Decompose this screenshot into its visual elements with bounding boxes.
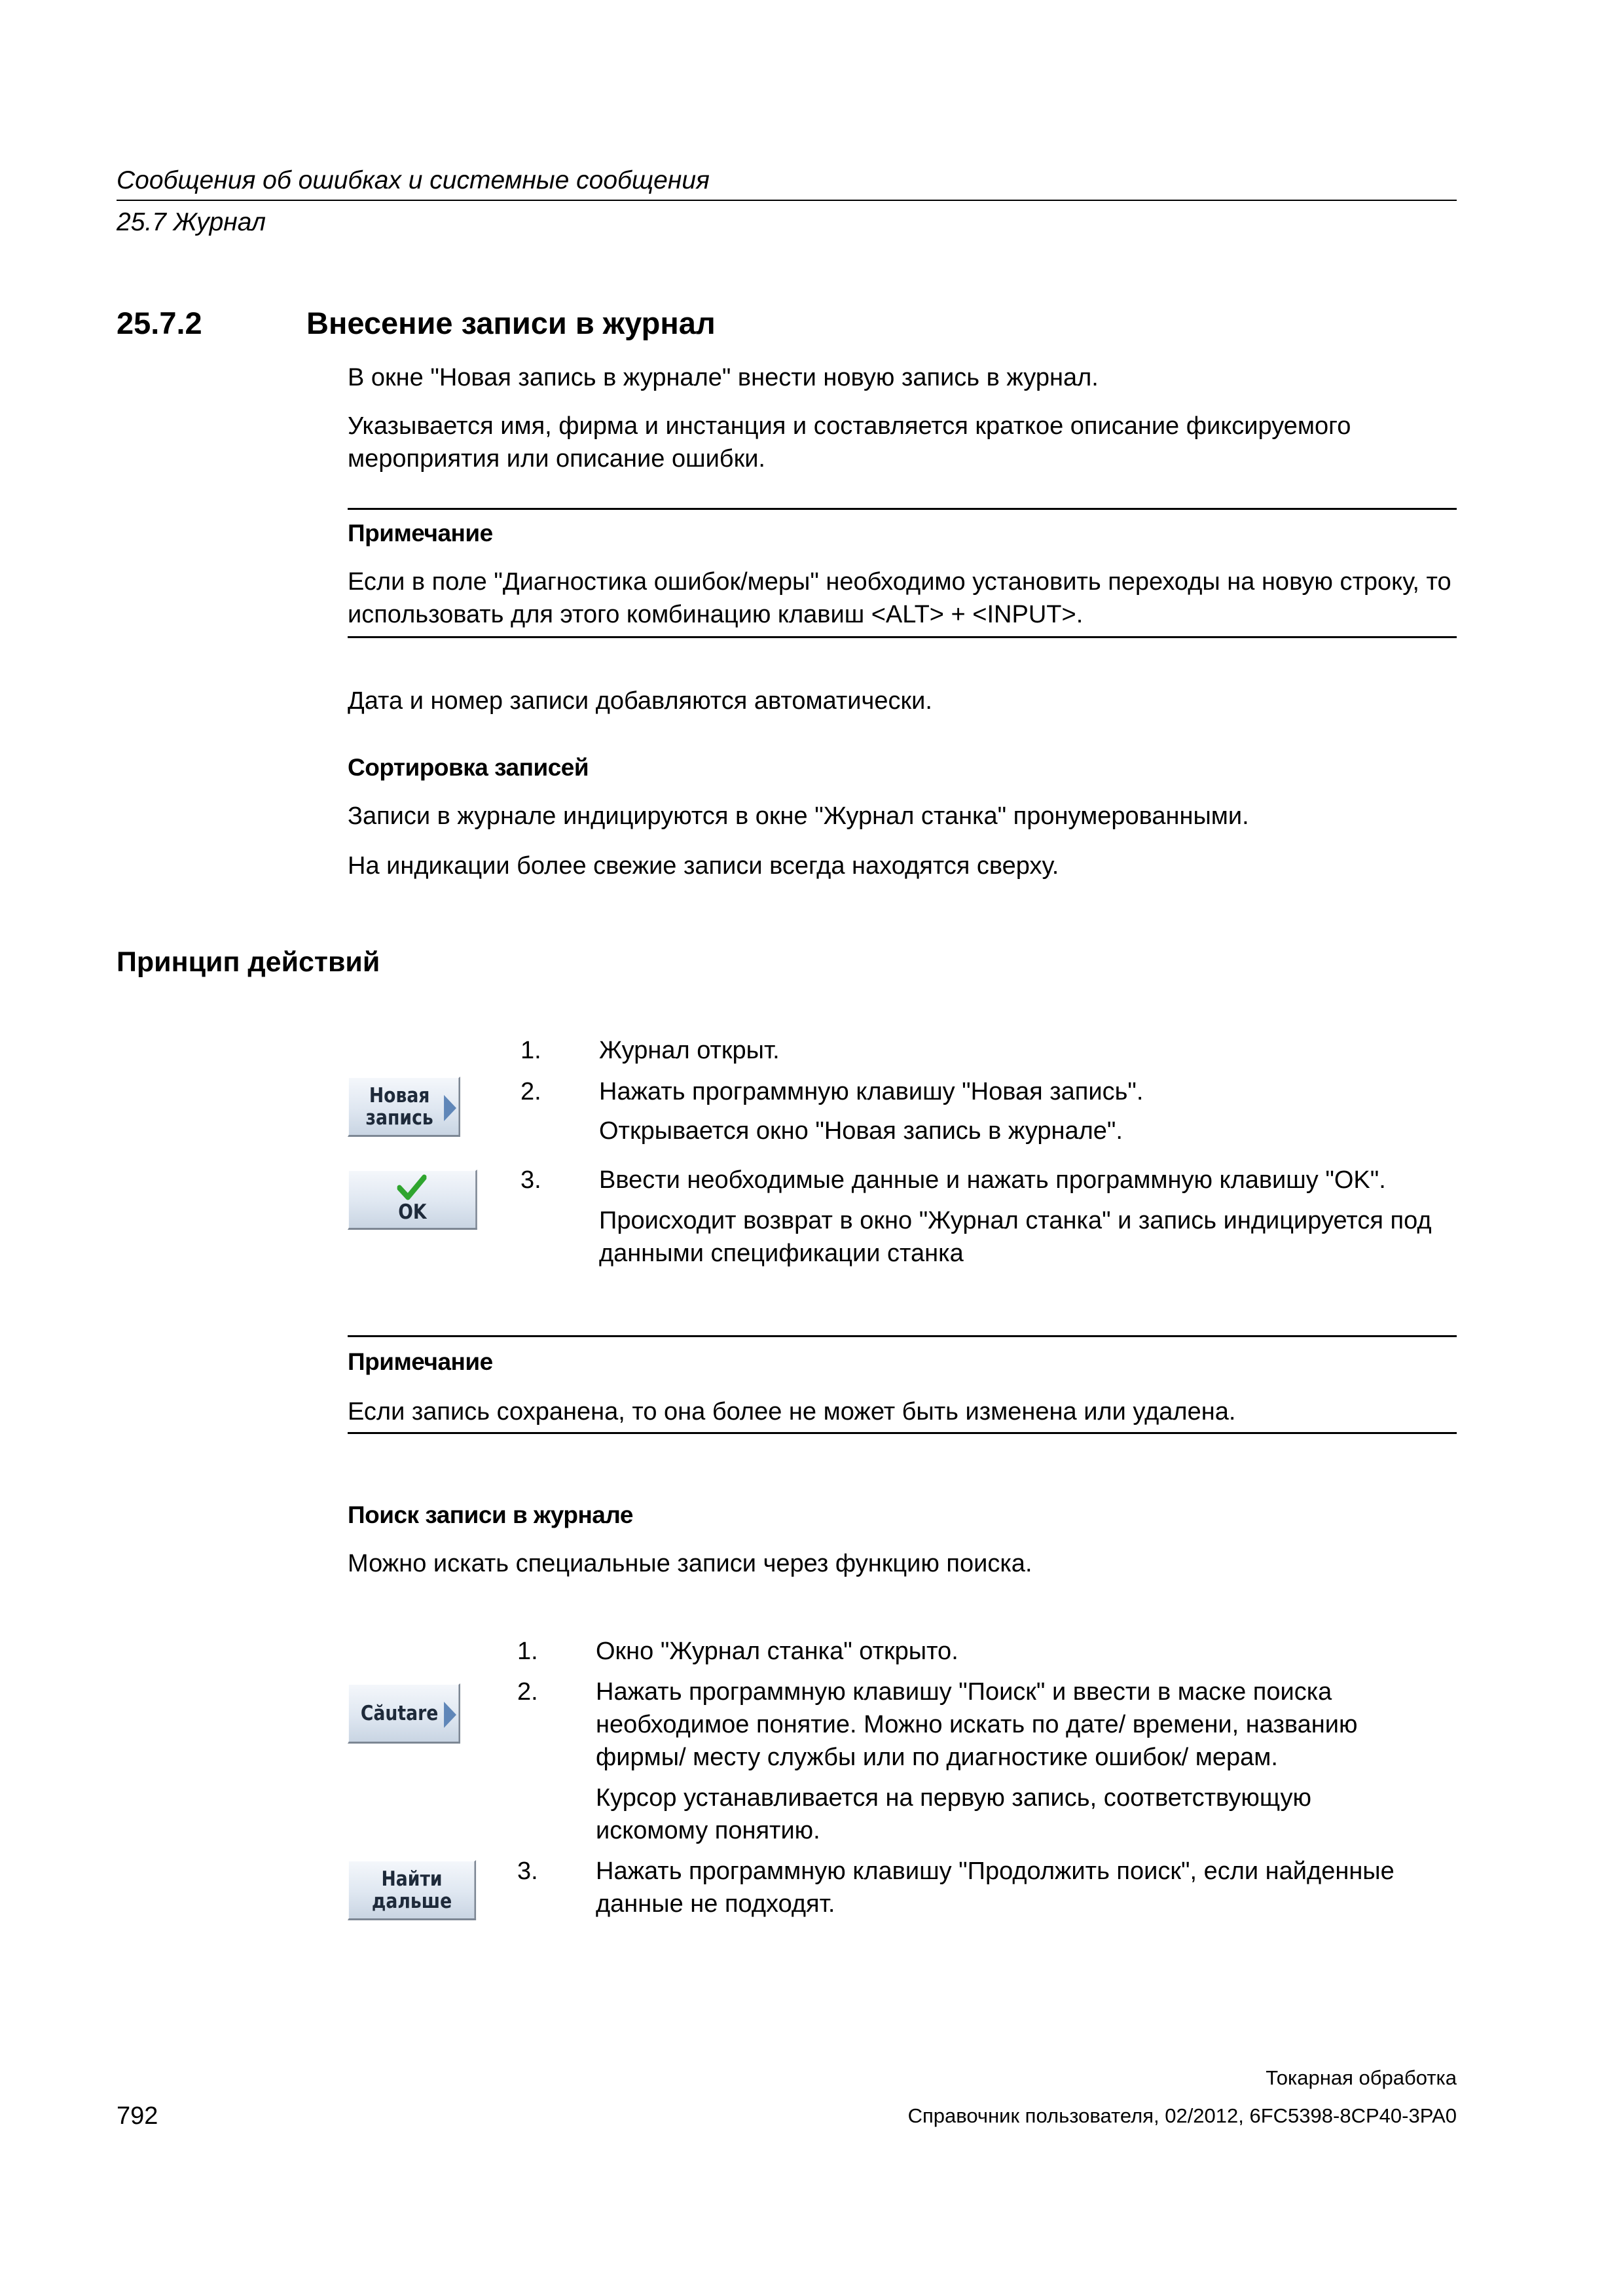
step-text: Ввести необходимые данные и нажать программную клавишу "OK". xyxy=(599,1166,1386,1194)
ok-softkey[interactable] xyxy=(348,1170,477,1230)
procedure-step-3 xyxy=(520,1164,1503,1196)
page-number: 792 xyxy=(117,2102,158,2130)
softkey-label: OK xyxy=(398,1200,427,1224)
auto-numbering-text: Дата и номер записи добавляются автоматически. xyxy=(348,687,932,715)
step-text: Нажать программную клавишу "Поиск" и ввести в маске поиска необходимое понятие. Можно искать по дате/ времени, названию фирмы/ месту службы или по диагностике ошибок/ мерам. xyxy=(596,1678,1358,1771)
note2-text: Если запись сохранена, то она более не может быть изменена или удалена. xyxy=(348,1398,1236,1426)
sorting-title: Сортировка записей xyxy=(348,754,589,781)
checkmark-icon xyxy=(397,1174,427,1201)
procedure-step-2-result: Открывается окно "Новая запись в журнале". xyxy=(599,1117,1123,1145)
note2-top-rule xyxy=(348,1335,1457,1337)
note2-title: Примечание xyxy=(348,1348,493,1375)
search-step-2-result: Курсор устанавливается на первую запись, соответствующую искомому понятию. xyxy=(596,1784,1312,1844)
running-header-section: 25.7 Журнал xyxy=(117,208,266,236)
note1-top-rule xyxy=(348,508,1457,510)
search-step-1 xyxy=(517,1635,1499,1668)
note2-bottom-rule xyxy=(348,1432,1457,1434)
new-entry-softkey[interactable] xyxy=(348,1077,460,1137)
step-number: 3. xyxy=(517,1857,538,1885)
sorting-paragraph-1: Записи в журнале индицируются в окне "Журнал станка" пронумерованными. xyxy=(348,802,1249,830)
sorting-paragraph-2: На индикации более свежие записи всегда находятся сверху. xyxy=(348,852,1059,880)
procedure-step-1 xyxy=(520,1034,1503,1067)
running-header-chapter: Сообщения об ошибках и системные сообщения xyxy=(117,166,710,194)
search-step-3 xyxy=(517,1855,1499,1920)
footer-book-title: Токарная обработка xyxy=(1266,2066,1457,2089)
procedure-title: Принцип действий xyxy=(117,946,380,978)
intro-paragraph-2: Указывается имя, фирма и инстанция и составляется краткое описание фиксируемого мероприятия или описание ошибки. xyxy=(348,412,1351,473)
arrow-right-icon xyxy=(444,1095,456,1121)
softkey-label-line1: Найти xyxy=(381,1867,443,1891)
footer-book-reference: Справочник пользователя, 02/2012, 6FC5398-8CP40-3PA0 xyxy=(907,2104,1457,2127)
section-number: 25.7.2 xyxy=(117,306,202,340)
header-rule xyxy=(117,200,1457,201)
find-next-softkey[interactable] xyxy=(348,1860,476,1920)
procedure-step-3-result: Происходит возврат в окно "Журнал станка" и запись индицируется под данными спецификации станка xyxy=(599,1207,1432,1267)
procedure-step-2 xyxy=(520,1075,1503,1108)
step-text: Нажать программную клавишу "Новая запись". xyxy=(599,1078,1144,1105)
search-step-2 xyxy=(517,1676,1499,1780)
step-number: 3. xyxy=(520,1166,541,1194)
intro-paragraph-1: В окне "Новая запись в журнале" внести новую запись в журнал. xyxy=(348,364,1099,391)
softkey-label: Căutare xyxy=(360,1702,439,1725)
note1-bottom-rule xyxy=(348,636,1457,638)
step-number: 1. xyxy=(520,1037,541,1064)
softkey-label-line2: дальше xyxy=(371,1890,452,1913)
step-text: Нажать программную клавишу "Продолжить поиск", если найденные данные не подходят. xyxy=(596,1857,1395,1918)
arrow-right-icon xyxy=(444,1702,456,1728)
note1-text: Если в поле "Диагностика ошибок/меры" необходимо установить переходы на новую строку, то использовать для этого комбинацию клавиш <ALT> + <INPUT>. xyxy=(348,568,1451,628)
step-text: Окно "Журнал станка" открыто. xyxy=(596,1638,958,1665)
search-title: Поиск записи в журнале xyxy=(348,1501,633,1528)
search-intro: Можно искать специальные записи через функцию поиска. xyxy=(348,1550,1032,1577)
step-number: 1. xyxy=(517,1638,538,1665)
softkey-label-line2: запись xyxy=(365,1106,433,1130)
note1-title: Примечание xyxy=(348,520,493,547)
step-text: Журнал открыт. xyxy=(599,1037,780,1064)
search-softkey[interactable] xyxy=(348,1683,460,1744)
step-number: 2. xyxy=(520,1078,541,1105)
step-number: 2. xyxy=(517,1678,538,1706)
softkey-label-line1: Новая xyxy=(369,1084,430,1107)
section-title: Внесение записи в журнал xyxy=(306,306,716,340)
